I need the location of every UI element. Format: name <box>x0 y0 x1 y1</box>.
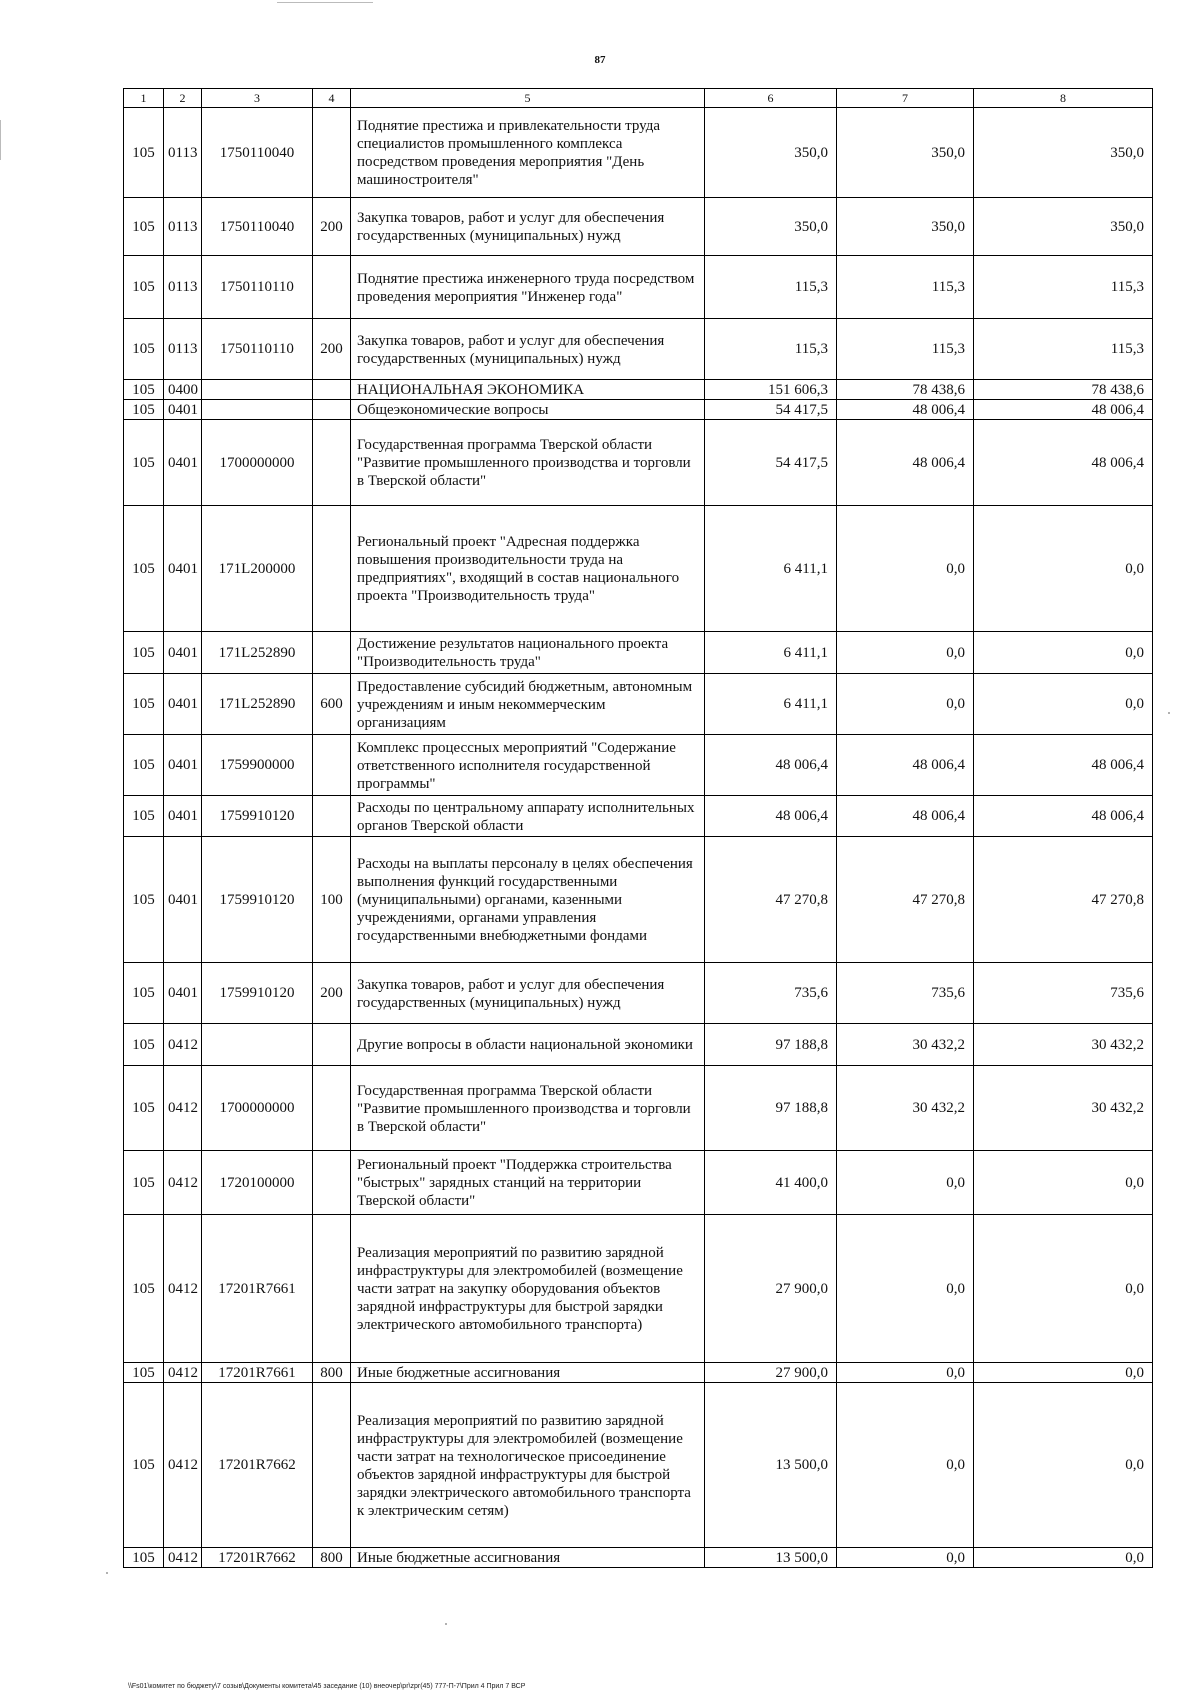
cell-amount-col7: 48 006,4 <box>837 796 974 837</box>
cell-amount-col8: 0,0 <box>974 632 1153 674</box>
cell-amount-col7: 47 270,8 <box>837 837 974 963</box>
cell-section-code: 0401 <box>164 420 202 506</box>
cell-amount-col6: 115,3 <box>705 256 837 319</box>
cell-description: Поднятие престижа и привлекательности труда специалистов промышленного комплекса посредством проведения мероприятия "День машиностроителя" <box>351 108 705 198</box>
cell-description: Предоставление субсидий бюджетным, автономным учреждениям и иным некоммерческим организациям <box>351 674 705 735</box>
cell-description: Закупка товаров, работ и услуг для обеспечения государственных (муниципальных) нужд <box>351 198 705 256</box>
cell-amount-col8: 30 432,2 <box>974 1066 1153 1151</box>
cell-ministry-code: 105 <box>124 963 164 1024</box>
cell-ministry-code: 105 <box>124 319 164 380</box>
cell-ministry-code: 105 <box>124 674 164 735</box>
cell-amount-col7: 0,0 <box>837 1548 974 1568</box>
cell-description: НАЦИОНАЛЬНАЯ ЭКОНОМИКА <box>351 380 705 400</box>
cell-amount-col6: 97 188,8 <box>705 1066 837 1151</box>
cell-amount-col6: 54 417,5 <box>705 420 837 506</box>
table-row <box>124 632 1153 674</box>
table-row <box>124 1383 1153 1548</box>
cell-amount-col7: 735,6 <box>837 963 974 1024</box>
cell-expense-type: 200 <box>313 963 351 1024</box>
cell-amount-col6: 350,0 <box>705 198 837 256</box>
cell-ministry-code: 105 <box>124 837 164 963</box>
cell-amount-col7: 30 432,2 <box>837 1024 974 1066</box>
table-row <box>124 963 1153 1024</box>
table-row <box>124 1215 1153 1363</box>
table-row <box>124 380 1153 400</box>
cell-amount-col8: 0,0 <box>974 1215 1153 1363</box>
scan-artifact <box>0 120 1 160</box>
scan-artifact <box>106 1572 108 1574</box>
cell-target-article: 17201R7661 <box>202 1363 313 1383</box>
cell-amount-col8: 48 006,4 <box>974 735 1153 796</box>
cell-expense-type <box>313 1024 351 1066</box>
cell-description: Иные бюджетные ассигнования <box>351 1548 705 1568</box>
cell-amount-col6: 27 900,0 <box>705 1363 837 1383</box>
cell-amount-col8: 47 270,8 <box>974 837 1153 963</box>
cell-amount-col7: 0,0 <box>837 1215 974 1363</box>
cell-amount-col8: 0,0 <box>974 1383 1153 1548</box>
cell-expense-type <box>313 506 351 632</box>
cell-target-article: 1750110040 <box>202 108 313 198</box>
cell-description: Закупка товаров, работ и услуг для обеспечения государственных (муниципальных) нужд <box>351 963 705 1024</box>
table-row <box>124 1548 1153 1568</box>
table-row <box>124 506 1153 632</box>
cell-ministry-code: 105 <box>124 1024 164 1066</box>
cell-amount-col8: 735,6 <box>974 963 1153 1024</box>
cell-description: Расходы по центральному аппарату исполнительных органов Тверской области <box>351 796 705 837</box>
cell-amount-col7: 0,0 <box>837 1383 974 1548</box>
cell-target-article: 171L252890 <box>202 674 313 735</box>
cell-description: Комплекс процессных мероприятий "Содержание ответственного исполнителя государственной программы" <box>351 735 705 796</box>
cell-amount-col6: 115,3 <box>705 319 837 380</box>
cell-amount-col6: 350,0 <box>705 108 837 198</box>
cell-target-article: 1750110110 <box>202 319 313 380</box>
cell-amount-col7: 78 438,6 <box>837 380 974 400</box>
cell-ministry-code: 105 <box>124 1383 164 1548</box>
cell-ministry-code: 105 <box>124 420 164 506</box>
cell-amount-col8: 48 006,4 <box>974 420 1153 506</box>
cell-expense-type: 800 <box>313 1548 351 1568</box>
cell-amount-col7: 48 006,4 <box>837 420 974 506</box>
cell-amount-col6: 151 606,3 <box>705 380 837 400</box>
cell-amount-col8: 115,3 <box>974 256 1153 319</box>
cell-section-code: 0401 <box>164 632 202 674</box>
cell-ministry-code: 105 <box>124 380 164 400</box>
scan-artifact <box>1168 712 1170 714</box>
cell-section-code: 0401 <box>164 837 202 963</box>
cell-expense-type <box>313 400 351 420</box>
cell-amount-col6: 48 006,4 <box>705 796 837 837</box>
cell-target-article: 1700000000 <box>202 1066 313 1151</box>
cell-section-code: 0113 <box>164 319 202 380</box>
cell-expense-type <box>313 1383 351 1548</box>
cell-description: Региональный проект "Поддержка строительства "быстрых" зарядных станций на территории Тверской области" <box>351 1151 705 1215</box>
cell-expense-type: 200 <box>313 198 351 256</box>
cell-amount-col6: 13 500,0 <box>705 1548 837 1568</box>
cell-target-article <box>202 380 313 400</box>
cell-amount-col8: 0,0 <box>974 1363 1153 1383</box>
cell-expense-type <box>313 632 351 674</box>
table-row <box>124 837 1153 963</box>
cell-expense-type <box>313 256 351 319</box>
cell-amount-col7: 0,0 <box>837 674 974 735</box>
cell-section-code: 0113 <box>164 108 202 198</box>
table-body <box>124 108 1153 1568</box>
cell-ministry-code: 105 <box>124 735 164 796</box>
cell-target-article: 1759900000 <box>202 735 313 796</box>
cell-amount-col8: 30 432,2 <box>974 1024 1153 1066</box>
cell-amount-col8: 0,0 <box>974 1151 1153 1215</box>
cell-description: Достижение результатов национального проекта "Производительность труда" <box>351 632 705 674</box>
cell-description: Иные бюджетные ассигнования <box>351 1363 705 1383</box>
cell-expense-type <box>313 1215 351 1363</box>
cell-section-code: 0401 <box>164 796 202 837</box>
cell-expense-type <box>313 735 351 796</box>
cell-target-article: 1750110110 <box>202 256 313 319</box>
cell-ministry-code: 105 <box>124 1215 164 1363</box>
table-row <box>124 319 1153 380</box>
cell-section-code: 0401 <box>164 506 202 632</box>
cell-ministry-code: 105 <box>124 506 164 632</box>
cell-amount-col7: 0,0 <box>837 506 974 632</box>
column-header: 1 <box>124 89 164 108</box>
cell-target-article: 17201R7661 <box>202 1215 313 1363</box>
cell-expense-type: 200 <box>313 319 351 380</box>
cell-amount-col8: 48 006,4 <box>974 400 1153 420</box>
cell-expense-type <box>313 380 351 400</box>
page-number: 87 <box>594 54 606 66</box>
file-path-footer: \\Fs01\комитет по бюджету\7 созыв\Документы комитета\45 заседание (10) внеочер\pr\zpr(45) 777-П-7\Прил 4 Прил 7 ВСР <box>128 1683 526 1690</box>
cell-description: Другие вопросы в области национальной экономики <box>351 1024 705 1066</box>
cell-section-code: 0401 <box>164 400 202 420</box>
table-row <box>124 1151 1153 1215</box>
cell-description: Региональный проект "Адресная поддержка повышения производительности труда на предприятиях", входящий в состав национального проекта "Производительность труда" <box>351 506 705 632</box>
table-row <box>124 735 1153 796</box>
table-row <box>124 1066 1153 1151</box>
cell-amount-col8: 115,3 <box>974 319 1153 380</box>
table-row <box>124 796 1153 837</box>
cell-section-code: 0401 <box>164 963 202 1024</box>
cell-amount-col7: 0,0 <box>837 632 974 674</box>
cell-target-article: 1700000000 <box>202 420 313 506</box>
cell-target-article: 17201R7662 <box>202 1548 313 1568</box>
cell-target-article: 1759910120 <box>202 837 313 963</box>
cell-amount-col6: 97 188,8 <box>705 1024 837 1066</box>
cell-description: Государственная программа Тверской области "Развитие промышленного производства и торговли в Тверской области" <box>351 1066 705 1151</box>
cell-expense-type <box>313 1066 351 1151</box>
cell-section-code: 0401 <box>164 735 202 796</box>
column-header: 6 <box>705 89 837 108</box>
cell-amount-col8: 78 438,6 <box>974 380 1153 400</box>
cell-amount-col6: 54 417,5 <box>705 400 837 420</box>
cell-section-code: 0412 <box>164 1548 202 1568</box>
cell-ministry-code: 105 <box>124 796 164 837</box>
cell-amount-col7: 0,0 <box>837 1363 974 1383</box>
cell-target-article: 17201R7662 <box>202 1383 313 1548</box>
table-row <box>124 420 1153 506</box>
column-header: 8 <box>974 89 1153 108</box>
cell-amount-col7: 0,0 <box>837 1151 974 1215</box>
column-header: 5 <box>351 89 705 108</box>
cell-amount-col8: 0,0 <box>974 1548 1153 1568</box>
cell-amount-col7: 48 006,4 <box>837 735 974 796</box>
cell-amount-col8: 0,0 <box>974 674 1153 735</box>
header-row <box>124 89 1153 108</box>
cell-target-article: 171L252890 <box>202 632 313 674</box>
cell-description: Расходы на выплаты персоналу в целях обеспечения выполнения функций государственными (муниципальными) органами, казенными учреждениями, органами управления государственными внебюджетными фондами <box>351 837 705 963</box>
cell-amount-col8: 350,0 <box>974 108 1153 198</box>
cell-amount-col7: 350,0 <box>837 108 974 198</box>
cell-target-article <box>202 1024 313 1066</box>
cell-section-code: 0400 <box>164 380 202 400</box>
cell-amount-col7: 48 006,4 <box>837 400 974 420</box>
cell-expense-type: 100 <box>313 837 351 963</box>
cell-amount-col6: 735,6 <box>705 963 837 1024</box>
scan-artifact <box>277 2 373 3</box>
table-row <box>124 108 1153 198</box>
cell-amount-col7: 30 432,2 <box>837 1066 974 1151</box>
cell-section-code: 0412 <box>164 1383 202 1548</box>
cell-amount-col6: 13 500,0 <box>705 1383 837 1548</box>
cell-ministry-code: 105 <box>124 632 164 674</box>
cell-expense-type <box>313 108 351 198</box>
cell-amount-col8: 48 006,4 <box>974 796 1153 837</box>
table-row <box>124 400 1153 420</box>
cell-section-code: 0412 <box>164 1066 202 1151</box>
column-header: 2 <box>164 89 202 108</box>
table-row <box>124 256 1153 319</box>
column-header: 3 <box>202 89 313 108</box>
cell-amount-col6: 48 006,4 <box>705 735 837 796</box>
cell-expense-type <box>313 1151 351 1215</box>
cell-amount-col6: 47 270,8 <box>705 837 837 963</box>
cell-section-code: 0401 <box>164 674 202 735</box>
cell-amount-col8: 0,0 <box>974 506 1153 632</box>
scan-artifact <box>445 1623 447 1625</box>
cell-amount-col7: 115,3 <box>837 319 974 380</box>
cell-description: Государственная программа Тверской области "Развитие промышленного производства и торговли в Тверской области" <box>351 420 705 506</box>
column-header: 4 <box>313 89 351 108</box>
cell-target-article: 171L200000 <box>202 506 313 632</box>
cell-ministry-code: 105 <box>124 1363 164 1383</box>
cell-section-code: 0113 <box>164 256 202 319</box>
table-row <box>124 1363 1153 1383</box>
cell-description: Реализация мероприятий по развитию зарядной инфраструктуры для электромобилей (возмещение части затрат на закупку оборудования объектов зарядной инфраструктуры для быстрой зарядки электрического автомобильного транспорта) <box>351 1215 705 1363</box>
cell-target-article: 1720100000 <box>202 1151 313 1215</box>
cell-section-code: 0412 <box>164 1024 202 1066</box>
cell-description: Поднятие престижа инженерного труда посредством проведения мероприятия "Инженер года" <box>351 256 705 319</box>
cell-amount-col7: 115,3 <box>837 256 974 319</box>
cell-amount-col6: 6 411,1 <box>705 674 837 735</box>
cell-ministry-code: 105 <box>124 198 164 256</box>
table-row <box>124 1024 1153 1066</box>
cell-expense-type: 800 <box>313 1363 351 1383</box>
cell-expense-type: 600 <box>313 674 351 735</box>
cell-amount-col6: 27 900,0 <box>705 1215 837 1363</box>
budget-table <box>123 88 1153 1568</box>
cell-section-code: 0113 <box>164 198 202 256</box>
cell-section-code: 0412 <box>164 1151 202 1215</box>
column-header: 7 <box>837 89 974 108</box>
cell-amount-col6: 6 411,1 <box>705 632 837 674</box>
cell-ministry-code: 105 <box>124 1066 164 1151</box>
cell-description: Общеэкономические вопросы <box>351 400 705 420</box>
cell-ministry-code: 105 <box>124 1548 164 1568</box>
table-row <box>124 198 1153 256</box>
cell-section-code: 0412 <box>164 1215 202 1363</box>
table-row <box>124 674 1153 735</box>
cell-target-article: 1750110040 <box>202 198 313 256</box>
cell-ministry-code: 105 <box>124 1151 164 1215</box>
cell-ministry-code: 105 <box>124 108 164 198</box>
cell-ministry-code: 105 <box>124 400 164 420</box>
cell-amount-col6: 41 400,0 <box>705 1151 837 1215</box>
cell-amount-col6: 6 411,1 <box>705 506 837 632</box>
cell-target-article: 1759910120 <box>202 796 313 837</box>
cell-section-code: 0412 <box>164 1363 202 1383</box>
cell-ministry-code: 105 <box>124 256 164 319</box>
cell-target-article <box>202 400 313 420</box>
cell-description: Закупка товаров, работ и услуг для обеспечения государственных (муниципальных) нужд <box>351 319 705 380</box>
cell-amount-col8: 350,0 <box>974 198 1153 256</box>
cell-expense-type <box>313 796 351 837</box>
cell-expense-type <box>313 420 351 506</box>
cell-target-article: 1759910120 <box>202 963 313 1024</box>
cell-amount-col7: 350,0 <box>837 198 974 256</box>
cell-description: Реализация мероприятий по развитию зарядной инфраструктуры для электромобилей (возмещение части затрат на технологическое присоединение объектов зарядной инфраструктуры для быстрой зарядки электрического автомобильного транспорта к электрическим сетям) <box>351 1383 705 1548</box>
